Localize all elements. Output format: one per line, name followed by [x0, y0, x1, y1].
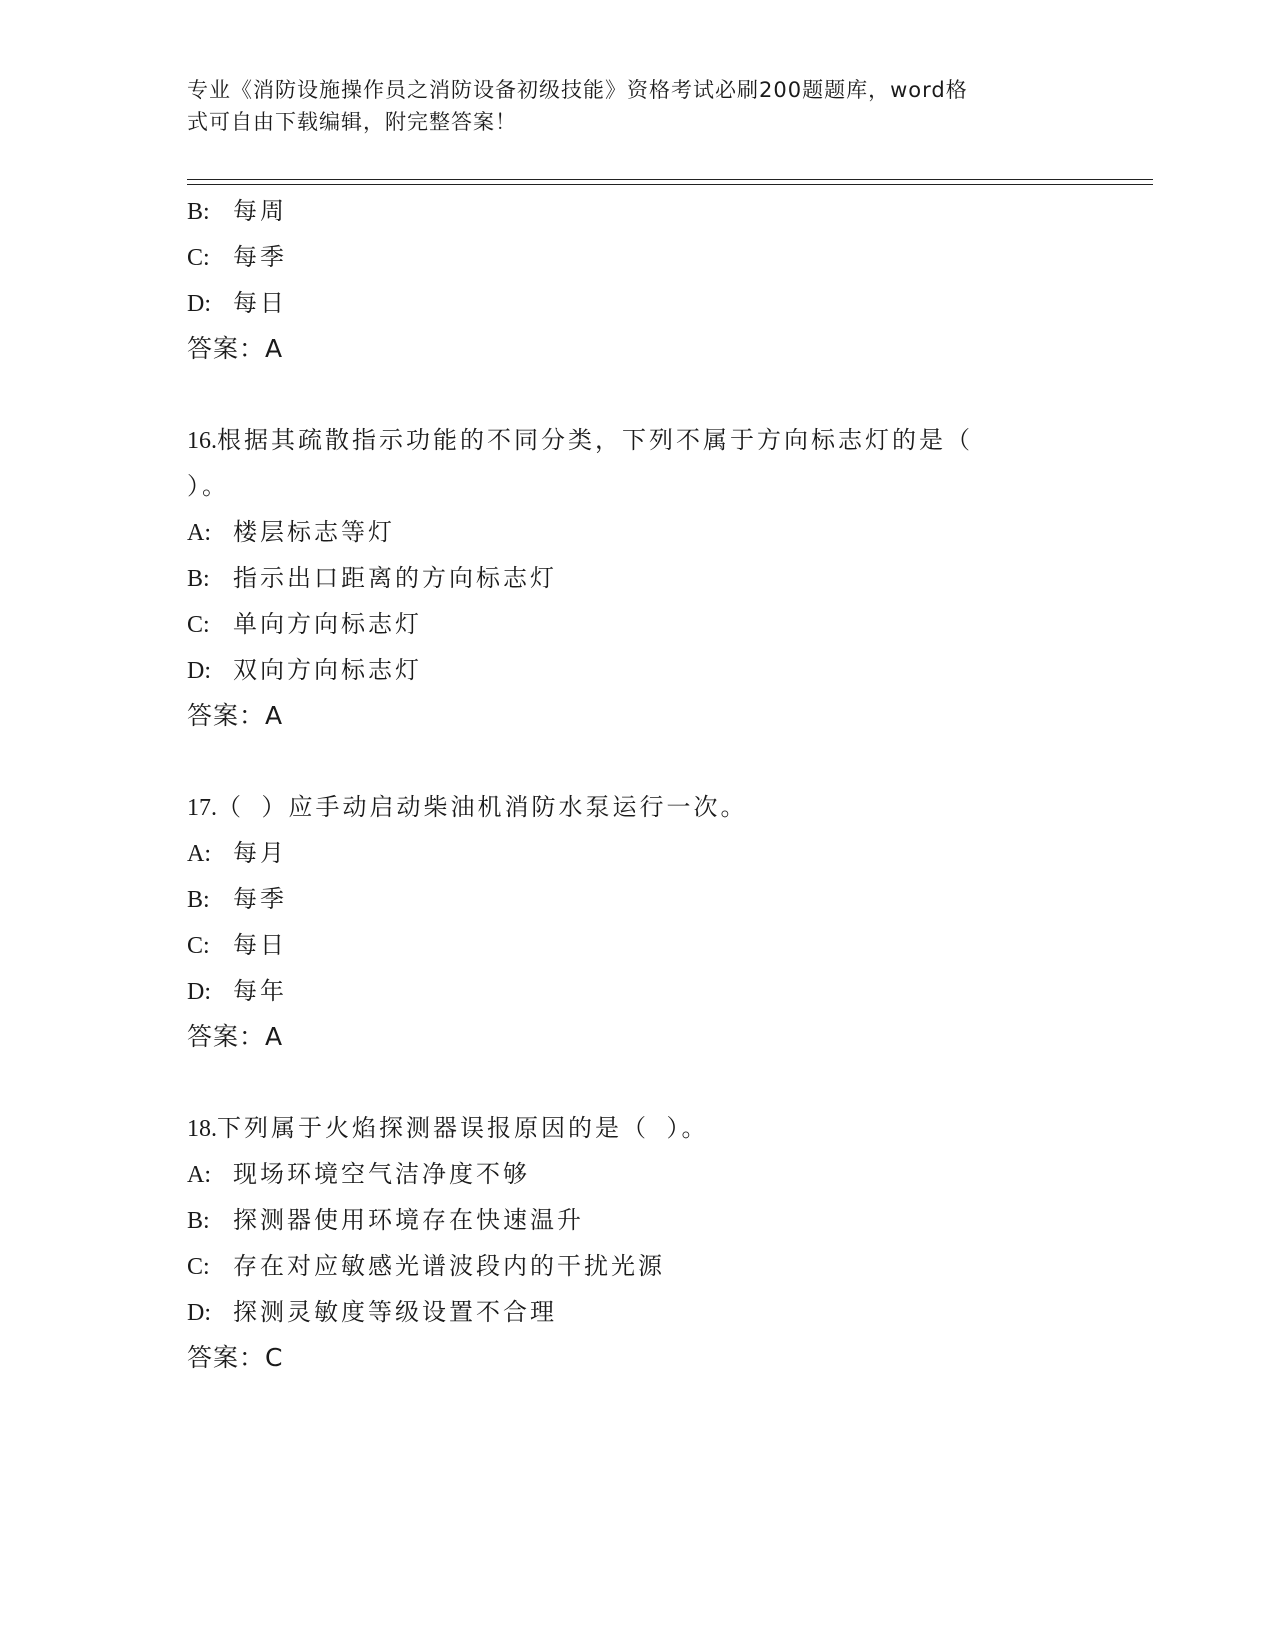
question-stem — [187, 1105, 1147, 1151]
header-line-2: 式可自由下载编辑，附完整答案！ — [187, 110, 517, 134]
header-divider-top — [187, 179, 1153, 180]
spacer — [187, 372, 1147, 417]
option-key: A: — [187, 1162, 211, 1188]
question-list — [187, 188, 1147, 1381]
option-key: C: — [187, 1254, 210, 1280]
option-a — [187, 1151, 1147, 1197]
option-b — [187, 188, 1147, 234]
option-text: 每年 — [233, 977, 287, 1005]
option-d — [187, 280, 1147, 326]
option-text: 每日 — [233, 931, 287, 959]
header-line-1: 专业《消防设施操作员之消防设备初级技能》资格考试必刷200题题库，word格 — [187, 78, 968, 102]
spacer — [187, 1060, 1147, 1105]
question-stem-continued: ）。 — [187, 472, 229, 500]
option-key: B: — [187, 1208, 210, 1234]
question-16 — [187, 417, 1147, 739]
option-d — [187, 968, 1147, 1014]
option-a — [187, 830, 1147, 876]
answer-line: 答案：C — [187, 1343, 284, 1372]
answer-line: 答案：A — [187, 334, 284, 363]
header-divider-bottom — [187, 184, 1153, 185]
option-b — [187, 1197, 1147, 1243]
option-key: C: — [187, 612, 210, 638]
question-17 — [187, 784, 1147, 1060]
option-text: 单向方向标志灯 — [233, 610, 422, 638]
question-15-tail — [187, 188, 1147, 372]
option-d — [187, 1289, 1147, 1335]
option-c — [187, 601, 1147, 647]
page-header — [187, 74, 1067, 138]
question-stem-text: 根据其疏散指示功能的不同分类，下列不属于方向标志灯的是（ — [217, 426, 973, 454]
option-text: 每月 — [233, 839, 287, 867]
question-18 — [187, 1105, 1147, 1381]
question-stem-text: （ ）应手动启动柴油机消防水泵运行一次。 — [217, 793, 748, 821]
option-key: D: — [187, 658, 211, 684]
question-stem — [187, 784, 1147, 830]
option-key: A: — [187, 520, 211, 546]
option-key: B: — [187, 199, 210, 225]
question-stem — [187, 417, 1147, 463]
option-key: D: — [187, 1300, 211, 1326]
option-text: 每日 — [233, 289, 287, 317]
question-number: 16. — [187, 428, 217, 454]
option-key: D: — [187, 291, 211, 317]
question-number: 17. — [187, 795, 217, 821]
option-b — [187, 876, 1147, 922]
option-text: 每季 — [233, 885, 287, 913]
option-key: D: — [187, 979, 211, 1005]
spacer — [187, 739, 1147, 784]
option-text: 现场环境空气洁净度不够 — [233, 1160, 530, 1188]
option-key: C: — [187, 245, 210, 271]
option-text: 探测器使用环境存在快速温升 — [233, 1206, 584, 1234]
option-b — [187, 555, 1147, 601]
option-c — [187, 234, 1147, 280]
answer-line: 答案：A — [187, 701, 284, 730]
answer-line: 答案：A — [187, 1022, 284, 1051]
question-number: 18. — [187, 1116, 217, 1142]
option-key: B: — [187, 887, 210, 913]
option-a — [187, 509, 1147, 555]
option-text: 每周 — [233, 197, 287, 225]
option-c — [187, 922, 1147, 968]
option-c — [187, 1243, 1147, 1289]
option-text: 楼层标志等灯 — [233, 518, 395, 546]
option-text: 每季 — [233, 243, 287, 271]
option-text: 双向方向标志灯 — [233, 656, 422, 684]
question-stem-text: 下列属于火焰探测器误报原因的是（ ）。 — [217, 1114, 709, 1142]
option-d — [187, 647, 1147, 693]
option-text: 存在对应敏感光谱波段内的干扰光源 — [233, 1252, 665, 1280]
option-key: A: — [187, 841, 211, 867]
option-text: 指示出口距离的方向标志灯 — [233, 564, 557, 592]
option-text: 探测灵敏度等级设置不合理 — [233, 1298, 557, 1326]
option-key: C: — [187, 933, 210, 959]
option-key: B: — [187, 566, 210, 592]
